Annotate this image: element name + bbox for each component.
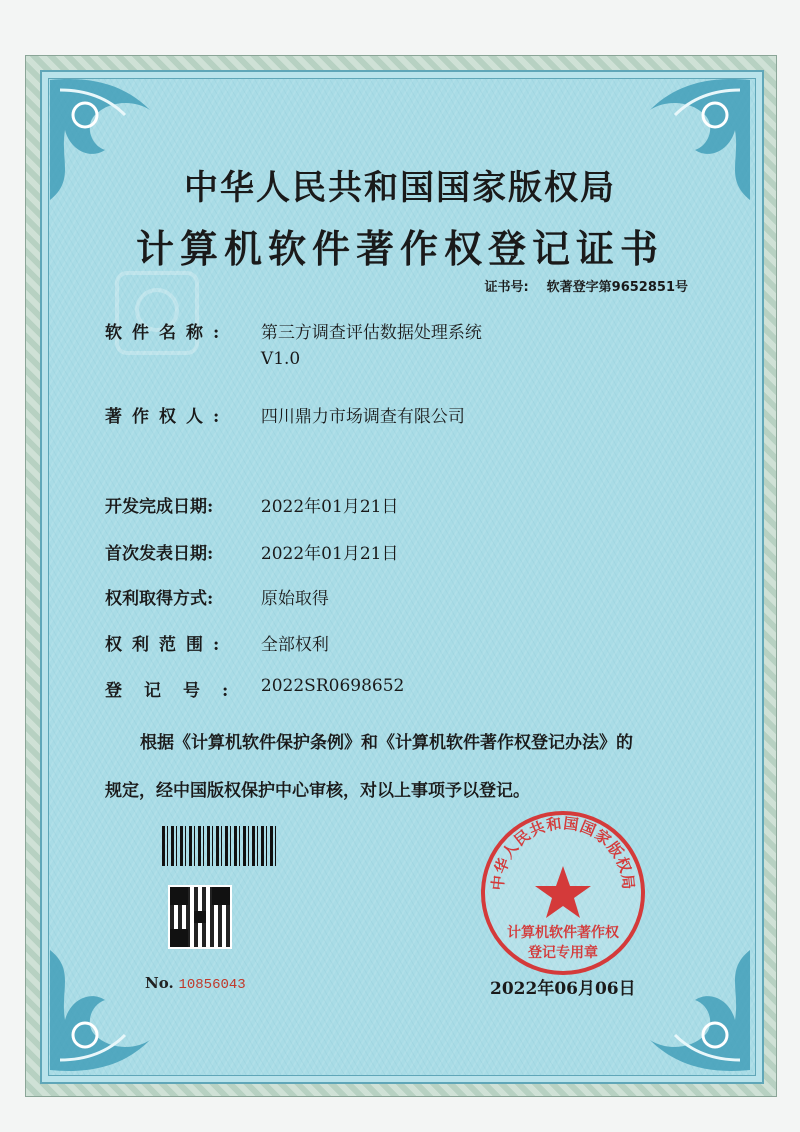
seal-line2: 登记专用章 (528, 945, 598, 961)
software-name-value (261, 318, 482, 369)
barcode-icon (162, 826, 277, 866)
serial-number (145, 974, 246, 993)
dev-date-value: 2022年01月21日 (260, 497, 399, 517)
issuer-title: 中华人民共和国国家版权局 (184, 168, 616, 208)
owner-row (105, 402, 465, 427)
statement-line1: 根据《计算机软件保护条例》和《计算机软件著作权登记办法》的 (140, 733, 633, 753)
issue-date: 2022年06月06日 (490, 979, 636, 999)
pub-date-label: 首次发表日期: (105, 544, 214, 564)
serial-prefix: No. (145, 974, 174, 992)
scope-label: 权利范围: (105, 635, 230, 655)
software-name-line1: 第三方调查评估数据处理系统 (260, 323, 482, 343)
software-name-label: 软件名称: (105, 323, 230, 343)
corner-ornament-icon (40, 930, 190, 1080)
software-name-row (105, 318, 482, 369)
dev-date-label: 开发完成日期: (105, 497, 214, 517)
reg-no-row (105, 676, 404, 701)
qr-code-icon (168, 885, 232, 949)
software-name-version: V1.0 (260, 349, 301, 369)
acquire-row (105, 584, 329, 609)
certificate-title: 计算机软件著作权登记证书 (135, 226, 664, 271)
seal-arc-text: 中华人民共和国国家版权局 (488, 814, 638, 892)
scope-row (105, 630, 329, 655)
acquire-value: 原始取得 (260, 589, 329, 609)
pub-date-value: 2022年01月21日 (260, 544, 399, 564)
dev-date-row (105, 492, 398, 517)
seal-line1: 计算机软件著作权 (507, 925, 619, 941)
scope-value: 全部权利 (260, 635, 329, 655)
reg-no-label: 登记号: (105, 681, 251, 701)
pub-date-row (105, 539, 398, 564)
serial-value: 10856043 (178, 977, 246, 993)
certificate-number-label: 证书号: (484, 280, 529, 295)
certificate-number-value: 软著登字第9652851号 (546, 280, 688, 295)
certificate-number (484, 276, 688, 295)
owner-value: 四川鼎力市场调查有限公司 (260, 407, 465, 427)
acquire-label: 权利取得方式: (105, 589, 214, 609)
statement-line2: 规定，经中国版权保护中心审核，对以上事项予以登记。 (105, 781, 530, 801)
owner-label: 著作权人: (105, 407, 230, 427)
reg-no-value: 2022SR0698652 (260, 676, 405, 696)
